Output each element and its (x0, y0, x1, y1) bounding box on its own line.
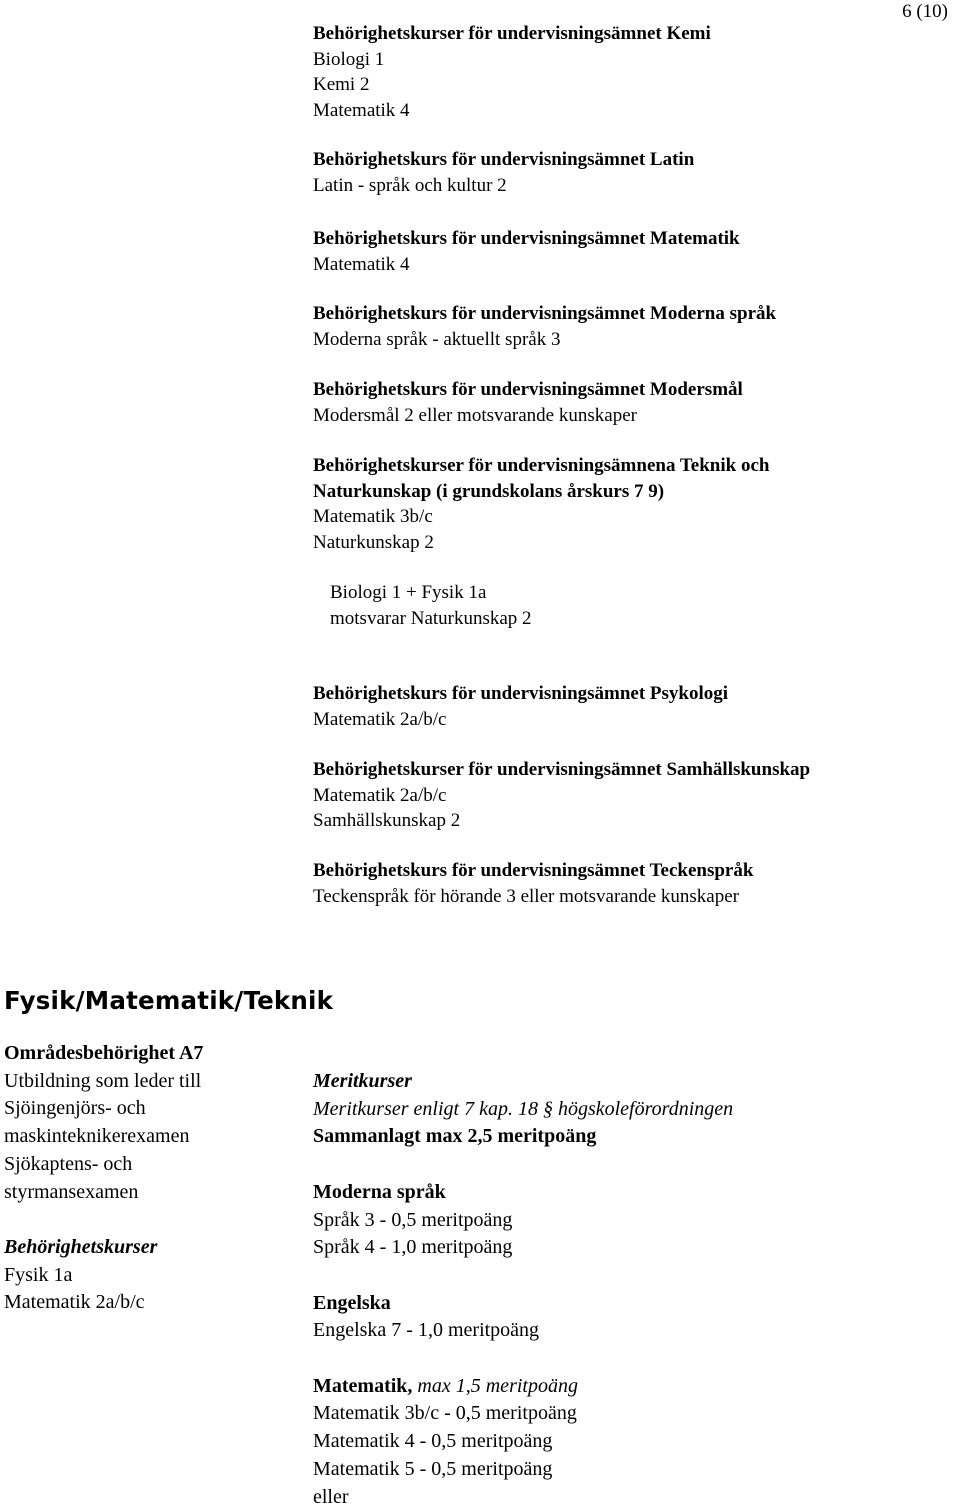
program-line: Utbildning som leder till (4, 1068, 203, 1096)
merit-line: Språk 3 - 0,5 meritpoäng (313, 1207, 733, 1235)
merit-total: Sammanlagt max 2,5 meritpoäng (313, 1123, 733, 1151)
matematik-max: max 1,5 meritpoäng (417, 1375, 578, 1397)
meritkurser-heading: Meritkurser (313, 1068, 733, 1096)
block-heading: Behörighetskurs för undervisningsämnet Modersmål (313, 377, 743, 403)
course-line: Biologi 1 (313, 47, 711, 73)
block-kemi (313, 21, 711, 123)
course-line: Matematik 4 (313, 252, 740, 278)
right-column (313, 1068, 733, 1511)
block-heading: Behörighetskurser för undervisningsämnet Samhällskunskap (313, 757, 810, 783)
block-matematik (313, 226, 740, 277)
course-line: Fysik 1a (4, 1262, 203, 1290)
section-title: Fysik/Matematik/Teknik (4, 986, 333, 1015)
note-line: Biologi 1 + Fysik 1a (330, 580, 532, 606)
meritkurser-reference: Meritkurser enligt 7 kap. 18 § högskoleförordningen (313, 1096, 733, 1124)
course-line: Naturkunskap 2 (313, 530, 769, 556)
block-psykologi (313, 681, 728, 732)
program-line: Sjöingenjörs- och (4, 1095, 203, 1123)
equivalence-note (330, 580, 532, 631)
merit-line: eller (313, 1484, 733, 1511)
merit-line: Matematik 5 - 0,5 meritpoäng (313, 1456, 733, 1484)
program-line: styrmansexamen (4, 1179, 203, 1207)
merit-line: Engelska 7 - 1,0 meritpoäng (313, 1317, 733, 1345)
note-line: motsvarar Naturkunskap 2 (330, 606, 532, 632)
course-line: Matematik 4 (313, 98, 711, 124)
course-line: Latin - språk och kultur 2 (313, 173, 694, 199)
course-line: Modersmål 2 eller motsvarande kunskaper (313, 403, 743, 429)
merit-line: Matematik 3b/c - 0,5 meritpoäng (313, 1400, 733, 1428)
block-heading: Naturkunskap (i grundskolans årskurs 7 9) (313, 479, 769, 505)
program-line: Sjökaptens- och (4, 1151, 203, 1179)
course-line: Matematik 2a/b/c (313, 783, 810, 809)
area-eligibility-heading: Områdesbehörighet A7 (4, 1040, 203, 1068)
block-heading: Behörighetskurs för undervisningsämnet Teckenspråk (313, 858, 753, 884)
matematik-heading-line (313, 1373, 733, 1401)
left-column (4, 1040, 203, 1317)
course-line: Teckenspråk för hörande 3 eller motsvarande kunskaper (313, 884, 753, 910)
block-samhallskunskap (313, 757, 810, 834)
block-modersmal (313, 377, 743, 428)
block-heading: Behörighetskurs för undervisningsämnet Matematik (313, 226, 740, 252)
matematik-heading: Matematik, (313, 1375, 412, 1397)
block-teknik-naturkunskap (313, 453, 769, 555)
course-line: Moderna språk - aktuellt språk 3 (313, 327, 776, 353)
merit-line: Matematik 4 - 0,5 meritpoäng (313, 1428, 733, 1456)
block-heading: Behörighetskurser för undervisningsämnena Teknik och (313, 453, 769, 479)
block-moderna-sprak (313, 301, 776, 352)
course-line: Matematik 2a/b/c (313, 707, 728, 733)
course-line: Samhällskunskap 2 (313, 808, 810, 834)
merit-line: Språk 4 - 1,0 meritpoäng (313, 1234, 733, 1262)
block-teckensprak (313, 858, 753, 909)
block-heading: Behörighetskurser för undervisningsämnet Kemi (313, 21, 711, 47)
block-heading: Behörighetskurs för undervisningsämnet Psykologi (313, 681, 728, 707)
block-heading: Behörighetskurs för undervisningsämnet Latin (313, 147, 694, 173)
block-latin (313, 147, 694, 198)
course-line: Kemi 2 (313, 72, 711, 98)
course-line: Matematik 2a/b/c (4, 1289, 203, 1317)
moderna-sprak-heading: Moderna språk (313, 1179, 733, 1207)
page-number: 6 (10) (902, 0, 948, 24)
block-heading: Behörighetskurs för undervisningsämnet Moderna språk (313, 301, 776, 327)
courses-heading: Behörighetskurser (4, 1234, 203, 1262)
program-line: maskinteknikerexamen (4, 1123, 203, 1151)
engelska-heading: Engelska (313, 1290, 733, 1318)
course-line: Matematik 3b/c (313, 504, 769, 530)
